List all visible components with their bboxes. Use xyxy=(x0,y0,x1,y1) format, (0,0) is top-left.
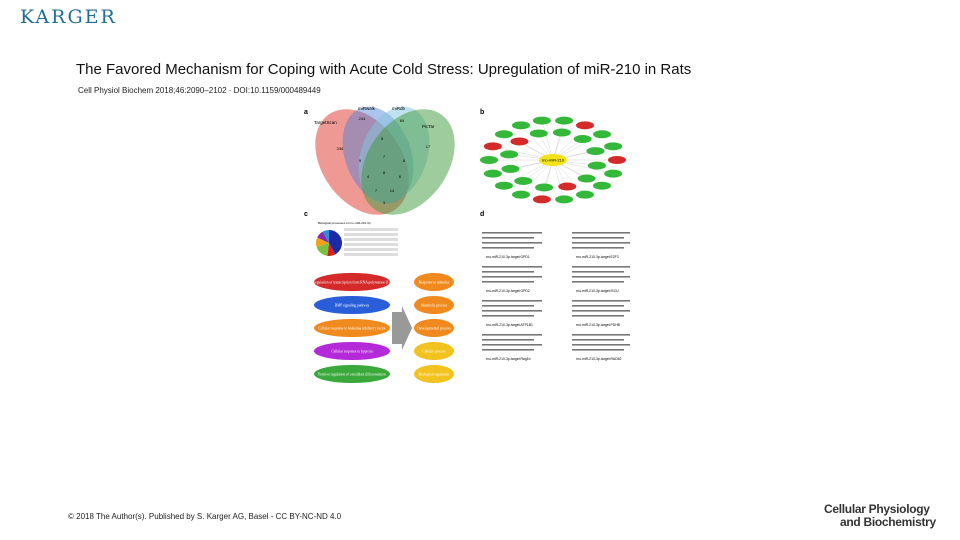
alignment-line xyxy=(482,344,542,346)
pie-legend xyxy=(344,228,398,256)
alignment-line xyxy=(572,310,630,312)
alignment-line xyxy=(572,266,630,268)
network-node xyxy=(593,182,611,190)
target-alignments xyxy=(482,232,630,361)
network-node xyxy=(604,170,622,178)
venn-count: 14 xyxy=(389,188,395,193)
pathway-node-label: Cellular process xyxy=(422,349,446,354)
alignment-line xyxy=(482,339,534,341)
venn-count: 7 xyxy=(382,154,386,159)
venn-label-mirwalk: miRwalk xyxy=(358,106,376,111)
journal-logo-line1: Cellular Physiology xyxy=(824,502,930,516)
venn-label-pictar: PicTar xyxy=(422,124,435,129)
panel-label-c: c xyxy=(304,211,308,218)
pathway-node-label: Positive regulation of osteoblast differentiation xyxy=(318,372,386,377)
slide-title: The Favored Mechanism for Coping with Acute Cold Stress: Upregulation of miR-210 in Rats xyxy=(76,61,692,78)
alignment-line xyxy=(482,276,542,278)
pathway-left-column xyxy=(301,273,403,383)
alignment-line xyxy=(572,232,630,234)
network-node xyxy=(535,183,553,191)
alignment-line xyxy=(482,242,542,244)
alignment-line xyxy=(482,300,542,302)
network-node xyxy=(495,182,513,190)
pie-title: Biological processes of rno-miR-210-3p xyxy=(318,221,371,225)
network-node xyxy=(574,135,592,143)
target-label: rno-miR-210-3p-target:PDHB xyxy=(576,323,620,327)
alignment-line xyxy=(572,237,624,239)
alignment-line xyxy=(572,281,624,283)
network-hub-label: rno-miR-210 xyxy=(541,157,565,163)
pathway-right-column xyxy=(414,273,454,383)
venn-diagram xyxy=(300,100,474,232)
network-node xyxy=(484,170,502,178)
figure-svg xyxy=(300,100,630,390)
pathway-node-label: Positive regulation of transcription from RNA polymerase II promoter xyxy=(301,280,403,285)
alignment-line xyxy=(482,266,542,268)
alignment-line xyxy=(572,339,624,341)
pathway-diagram xyxy=(301,273,454,383)
alignment-line xyxy=(482,349,534,351)
network-node xyxy=(480,156,498,164)
alignment-line xyxy=(482,310,542,312)
alignment-line xyxy=(572,344,630,346)
network-node xyxy=(500,150,518,158)
venn-count: 336 xyxy=(336,146,344,151)
alignment-line xyxy=(572,271,624,273)
venn-count: 4 xyxy=(366,174,370,179)
venn-count: 8 xyxy=(380,136,384,141)
venn-count: 9 xyxy=(358,158,362,163)
karger-logo: KARGER xyxy=(20,6,117,28)
network-node xyxy=(495,130,513,138)
network-node xyxy=(578,175,596,183)
pathway-node-label: Cellular response to hypoxia xyxy=(331,349,373,354)
alignment-line xyxy=(572,276,630,278)
alignment-line xyxy=(482,237,534,239)
journal-logo xyxy=(824,503,936,529)
alignment-line xyxy=(482,271,534,273)
venn-count: 17 xyxy=(425,144,431,149)
venn-count: 6 xyxy=(398,174,402,179)
target-label: rno-miR-210-3p-target:GPD1 xyxy=(486,255,530,259)
pathway-node-label: Response to stimulus xyxy=(418,280,450,285)
target-label: rno-miR-210-3p-target:RAD52 xyxy=(576,357,622,361)
target-label: rno-miR-210-3p-target:GPD2 xyxy=(486,289,530,293)
venn-count: 8 xyxy=(382,170,386,175)
alignment-line xyxy=(572,349,624,351)
network-node xyxy=(533,117,551,125)
venn-count: 7 xyxy=(374,188,378,193)
network-node xyxy=(593,130,611,138)
network-node xyxy=(586,147,604,155)
network-node xyxy=(502,165,520,173)
network-node xyxy=(553,129,571,137)
alignment-line xyxy=(572,334,630,336)
target-label: rno-miR-210-3p-target:ISCU xyxy=(576,289,619,293)
venn-count: 8 xyxy=(402,158,406,163)
target-network xyxy=(480,117,626,204)
alignment-line xyxy=(572,305,624,307)
alignment-line xyxy=(572,247,624,249)
pathway-node-label: Developmental process xyxy=(417,326,451,331)
venn-count: 3 xyxy=(382,200,386,205)
alignment-line xyxy=(482,232,542,234)
venn-count: 244 xyxy=(358,116,366,121)
journal-logo-line2: and Biochemistry xyxy=(840,515,936,529)
alignment-line xyxy=(482,305,534,307)
network-node xyxy=(558,183,576,191)
alignment-line xyxy=(572,242,630,244)
network-node xyxy=(484,142,502,150)
pathway-arrow xyxy=(392,306,412,350)
panel-label-b: b xyxy=(480,109,485,116)
alignment-line xyxy=(482,315,534,317)
pathway-node-label: Biological regulation xyxy=(418,372,450,377)
network-node xyxy=(512,121,530,129)
target-label: rno-miR-210-3p-target:ATP1B1 xyxy=(486,323,533,327)
network-node xyxy=(530,129,548,137)
alignment-line xyxy=(572,300,630,302)
alignment-line xyxy=(482,334,542,336)
network-node xyxy=(588,162,606,170)
target-label: rno-miR-210-3p-target:E2F3 xyxy=(576,255,619,259)
footer-copyright: © 2018 The Author(s). Published by S. Karger AG, Basel - CC BY-NC-ND 4.0 xyxy=(68,512,342,521)
network-node xyxy=(555,117,573,125)
network-node xyxy=(608,156,626,164)
venn-label-mirdb: miRdb xyxy=(392,106,406,111)
network-node xyxy=(576,121,594,129)
alignment-line xyxy=(482,281,534,283)
panel-label-a: a xyxy=(304,109,308,116)
panel-label-d: d xyxy=(480,211,485,218)
figure-composite xyxy=(300,100,630,390)
venn-label-targetscan: TargetScan xyxy=(314,120,337,125)
alignment-line xyxy=(482,247,534,249)
network-node xyxy=(512,191,530,199)
pathway-node-label: Cellular response to leukemia inhibitory factor xyxy=(318,326,386,331)
network-node xyxy=(510,137,528,145)
network-node xyxy=(533,195,551,203)
pathway-node-label: BMP signaling pathway xyxy=(334,303,370,308)
network-node xyxy=(604,142,622,150)
alignment-line xyxy=(572,315,624,317)
target-label: rno-miR-210-3p-target:Rag1b xyxy=(486,357,531,361)
citation: Cell Physiol Biochem 2018;46:2090–2102 · DOI:10.1159/000489449 xyxy=(78,86,321,95)
network-node xyxy=(555,195,573,203)
network-node xyxy=(514,177,532,185)
pathway-node-label: Metabolic process xyxy=(420,303,448,308)
pie-chart xyxy=(316,230,342,256)
network-node xyxy=(576,191,594,199)
venn-count: 69 xyxy=(399,118,405,123)
